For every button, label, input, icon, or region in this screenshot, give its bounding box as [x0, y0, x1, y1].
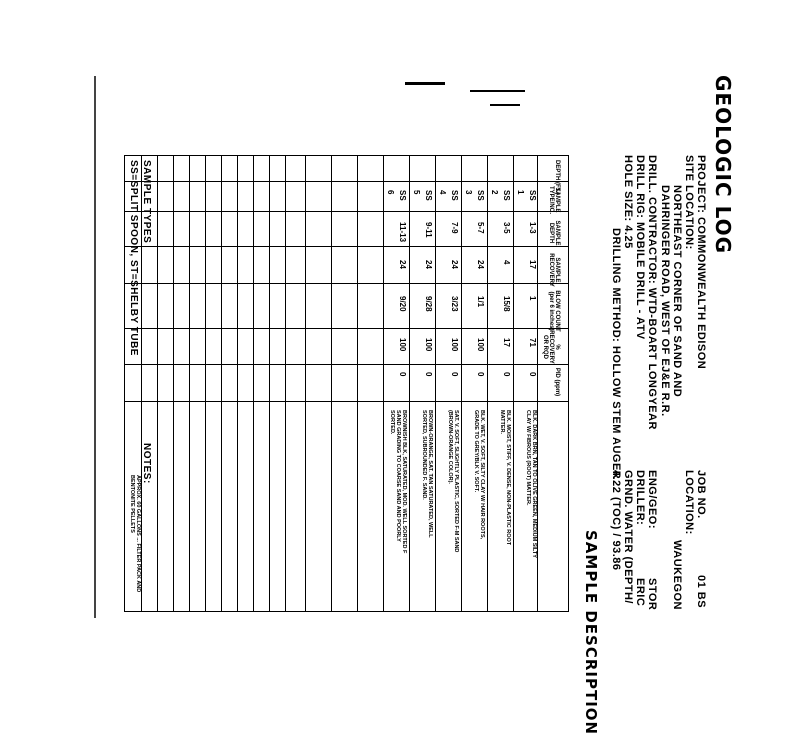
job-no-label: JOB NO.: [695, 470, 707, 519]
sample-recovery: 17: [528, 260, 537, 269]
driller-value: ERIC: [634, 578, 646, 607]
recovery-rqd: 71: [528, 338, 537, 347]
sample-type: SS: [476, 190, 485, 201]
recovery-rqd: 100: [450, 338, 459, 352]
recovery-rqd: 100: [476, 338, 485, 352]
blow-count: 15/8: [502, 296, 511, 312]
ground-water-values: 4.22 (TOC) / 93.86: [610, 470, 622, 571]
sample-type: SS: [398, 190, 407, 201]
hole-size: HOLE SIZE: 4.25: [622, 155, 634, 249]
sample-depth: 1-3: [528, 222, 537, 234]
sample-recovery: 24: [476, 260, 485, 269]
pid-value: 0: [528, 372, 537, 377]
sample-recovery: 24: [398, 260, 407, 269]
blow-count: 1/1: [476, 296, 485, 308]
pid-value: 0: [476, 372, 485, 377]
project-label: PROJECT: COMMONWEALTH EDISON: [695, 155, 707, 370]
sample-no: 3: [464, 190, 473, 195]
notes-text: APPROX. 60 GALLONS ... FILTER PACK AND BENTONITE PELLETS: [129, 475, 141, 593]
sample-description: SAT. V. SOFT, SLIGHTLY PLASTIC, SORTED F-M SAND (BROWN-ORANGE COLOR).: [447, 410, 459, 553]
blow-count: 9/28: [424, 296, 433, 312]
sample-no: 1: [516, 190, 525, 195]
sample-description-heading: [582, 530, 600, 735]
sample-types-desc: SS=SPLIT SPOON, ST=SHELBY TUBE: [128, 160, 139, 356]
page-title: GEOLOGIC LOG: [711, 75, 735, 255]
sample-description: BROWNISH BLK, SATURATED, MOD. WELL SORTED F SAND GRADING TO COARSE SAND AND POORLY SORTED.: [389, 410, 407, 554]
sample-description-heading-text: SAMPLE DESCRIPTION: [582, 530, 600, 735]
sample-description: BROWN-ORANGE, SAT. TAN SATURATED, WELL SORTED, SUBROUNDED F. SAND.: [421, 410, 433, 538]
recovery-rqd: 17: [502, 338, 511, 347]
drill-contractor: DRILL. CONTRACTOR: WTD-BOART LONGYEAR: [646, 155, 658, 430]
recovery-rqd: 100: [424, 338, 433, 352]
scan-smudge: [490, 104, 520, 106]
sample-type: SS: [450, 190, 459, 201]
col-sample-depth: SAMPLE DEPTH: [548, 220, 560, 246]
sample-no: 6: [386, 190, 395, 195]
col-sample-type: SAMPLE TYPE/NO.: [548, 186, 560, 215]
sample-types-label: SAMPLE TYPES: [141, 160, 152, 244]
recovery-rqd: 100: [398, 338, 407, 352]
sample-description: BLK. MOIST, STIFF, V. DENSE, NON-PLASTIC ROOT MATTER.: [499, 410, 511, 546]
sample-depth: 7-9: [450, 222, 459, 234]
pid-value: 0: [450, 372, 459, 377]
sample-type: SS: [528, 190, 537, 201]
sample-depth: 5-7: [476, 222, 485, 234]
sample-description: BLK. DARK BRN, TAN TO OLIVE GREEN, MEDIUM SILTY CLAY W/ FIBROUS (ROOT) MATTER.: [525, 410, 537, 558]
scan-smudge: [470, 90, 525, 92]
sample-depth: 9-11: [424, 222, 433, 238]
driller-label: DRILLER:: [634, 470, 646, 526]
notes-label: NOTES:: [141, 443, 152, 484]
sample-recovery: 24: [424, 260, 433, 269]
eng-geo-label: ENG/GEO:: [646, 470, 658, 530]
sample-no: 2: [490, 190, 499, 195]
col-depth: DEPTH (FT.): [554, 160, 560, 195]
pid-value: 0: [398, 372, 407, 377]
sample-type: SS: [424, 190, 433, 201]
ground-water-label: GRND. WATER (DEPTH/: [622, 470, 634, 604]
location-value: WAUKEGON: [671, 540, 683, 610]
sample-recovery: 24: [450, 260, 459, 269]
sample-no: 4: [438, 190, 447, 195]
sample-type: SS: [502, 190, 511, 201]
col-recovery-rqd: % RECOVERY OR RQD: [542, 330, 560, 364]
site-location-line2: DAHRINGER ROAD, WEST OF EJ&E R.R.: [659, 185, 671, 417]
scan-smudge: [405, 82, 445, 85]
blow-count: 3/23: [450, 296, 459, 312]
sample-recovery: 4: [502, 260, 511, 265]
col-blow-count: BLOW COUNT (per 6 inches): [548, 290, 560, 332]
pid-value: 0: [502, 372, 511, 377]
sample-depth: 3-5: [502, 222, 511, 234]
pid-value: 0: [424, 372, 433, 377]
col-sample-recovery: SAMPLE RECOVERY: [548, 253, 560, 287]
sample-description: BLK. WET, V. SOFT, SILTY CLAY W/ HAIR ROOTS, GRADE TO GREY/BLK V. SOFT.: [473, 410, 485, 540]
blow-count: 9/20: [398, 296, 407, 312]
eng-geo-value: STOR: [646, 578, 658, 611]
site-location-line1: NORTHEAST CORNER OF SAND AND: [671, 185, 683, 398]
sample-no: 5: [412, 190, 421, 195]
drill-rig: DRILL RIG: MOBILE DRILL - ATV: [634, 155, 646, 340]
drilling-method: DRILLING METHOD: HOLLOW STEM AUGER: [610, 228, 622, 480]
sample-depth: 11-13: [398, 222, 407, 243]
blow-count: 1: [528, 296, 537, 301]
col-pid: PID (ppm): [554, 367, 560, 397]
location-label: LOCATION:: [683, 470, 695, 535]
job-no-value: 01 BS: [695, 575, 707, 609]
site-location-label: SITE LOCATION:: [683, 155, 695, 250]
